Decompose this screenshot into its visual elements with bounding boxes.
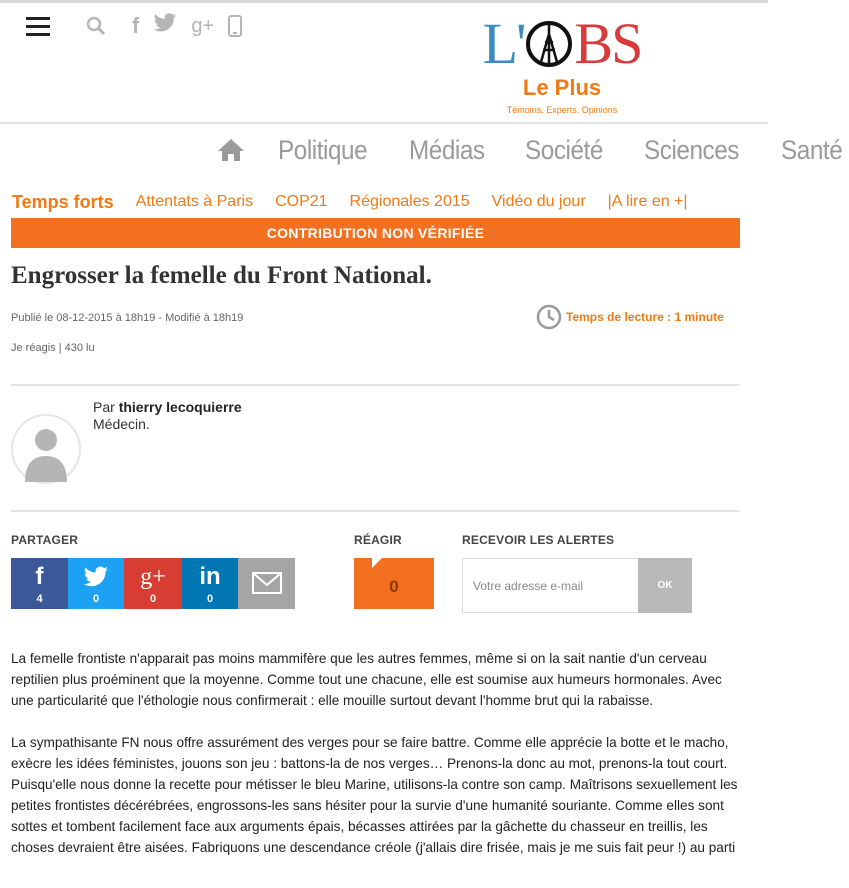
article-paragraph: La femelle frontiste n'apparait pas moins mammifère que les autres femmes, même si on la sait nantie d'un cerveau reptilien plus proéminent que la moyenne. Comme tout une chacune, elle est soumise aux humeurs hormonales. Avec une particularité que l'éthologie nous confirmerait : elle mouille surtout devant l'homme brut qui la rabaisse. (11, 651, 722, 708)
google-plus-icon: g+ (140, 564, 166, 590)
author-name[interactable]: thierry lecoquierre (118, 399, 242, 415)
sub-nav-highlight[interactable]: Temps forts (12, 191, 114, 212)
react-views[interactable]: Je réagis | 430 lu (11, 342, 95, 354)
share-email-button[interactable] (238, 558, 295, 609)
twitter-icon[interactable] (153, 13, 177, 39)
logo-wordmark (474, 11, 650, 76)
logo-subtitle: Le Plus (522, 75, 602, 100)
publish-date: Publié le 08-12-2015 à 18h19 - Modifié à 18h19 (11, 312, 244, 324)
nav-sciences[interactable]: Sciences (643, 134, 739, 165)
share-buttons (11, 558, 295, 609)
email-alert-input[interactable] (462, 558, 638, 613)
author-prefix: Par (93, 399, 115, 415)
facebook-icon: f (35, 563, 44, 590)
logo-tagline: Témoins. Experts. Opinions (506, 105, 618, 115)
article-paragraph: La sympathisante FN nous offre assurément des verges pour se faire battre. Comme elle apprécie la botte et le macho, exècre les idées féministes, jouons son jeu : battons-la de nos verges… Prenons-la donc au mot, prenons-la tout court. Puisqu'elle nous donne la recette pour métisser le bleu Marine, utilisons-la contre son camp. Maîtrisons sexuellement les petites frontistes décérébrées, engrossons-les sans hésiter pour la survie d'une humanité souriante. Comme elles sont sottes et tombent facilement face aux arguments épais, bécasses attirées par la gâchette du chasseur en treillis, les choses devraient être aisées. Fabriquons une descendance créole (j'allais dire frisée, mais je me suis fait peur !) au parti (11, 735, 738, 855)
sub-nav-cop21[interactable]: COP21 (275, 193, 328, 210)
facebook-icon[interactable]: f (132, 13, 140, 38)
author-block (93, 399, 242, 433)
avatar[interactable] (11, 414, 81, 484)
main-nav (216, 130, 849, 170)
share-count: 0 (206, 593, 214, 605)
share-twitter-button[interactable] (68, 558, 124, 609)
logo-right: BS (574, 11, 642, 76)
separator (11, 384, 740, 386)
nav-sante[interactable]: Santé (781, 134, 843, 165)
sub-nav-a-lire[interactable]: |A lire en +| (607, 193, 688, 210)
reading-time (536, 304, 724, 330)
nav-medias[interactable]: Médias (409, 134, 485, 165)
logo[interactable] (474, 11, 650, 123)
alerts-label: RECEVOIR LES ALERTES (462, 533, 615, 547)
author-role: Médecin. (93, 416, 150, 432)
react-label: RÉAGIR (354, 533, 402, 547)
react-button[interactable] (354, 558, 434, 609)
sub-nav-regionales[interactable]: Régionales 2015 (349, 193, 470, 210)
linkedin-icon: in (199, 563, 221, 590)
share-label: PARTAGER (11, 533, 79, 547)
nav-politique[interactable]: Politique (278, 134, 368, 165)
share-count: 4 (36, 593, 43, 605)
search-icon[interactable] (86, 16, 106, 36)
clock-icon (536, 304, 562, 330)
separator (11, 510, 740, 512)
share-count: 0 (149, 593, 157, 605)
google-plus-icon[interactable]: g+ (191, 14, 215, 37)
top-icon-group (86, 13, 242, 39)
nav-societe[interactable]: Société (525, 134, 604, 165)
sub-nav-video[interactable]: Vidéo du jour (491, 193, 586, 210)
article-body (11, 648, 741, 879)
mobile-icon[interactable] (228, 15, 242, 37)
top-bar (0, 0, 768, 122)
share-linkedin-button[interactable] (182, 558, 238, 609)
header-divider (0, 122, 768, 124)
share-count: 0 (92, 593, 100, 605)
share-facebook-button[interactable] (11, 558, 68, 609)
menu-icon[interactable] (26, 17, 50, 37)
logo-left: L' (482, 11, 525, 76)
twitter-icon (68, 564, 124, 594)
reading-time-text: Temps de lecture : 1 minute (566, 310, 724, 324)
email-icon (238, 564, 295, 600)
alert-ok-button[interactable]: OK (638, 558, 692, 613)
sub-nav (12, 189, 688, 215)
peace-eiffel-icon (525, 20, 573, 68)
user-silhouette-icon (13, 416, 79, 482)
share-google-plus-button[interactable] (124, 558, 182, 609)
react-count: 0 (389, 577, 399, 596)
article-title: Engrosser la femelle du Front National. (11, 262, 432, 289)
sub-nav-attentats[interactable]: Attentats à Paris (135, 193, 254, 210)
contribution-banner: CONTRIBUTION NON VÉRIFIÉE (11, 218, 740, 248)
home-icon[interactable] (216, 137, 246, 163)
